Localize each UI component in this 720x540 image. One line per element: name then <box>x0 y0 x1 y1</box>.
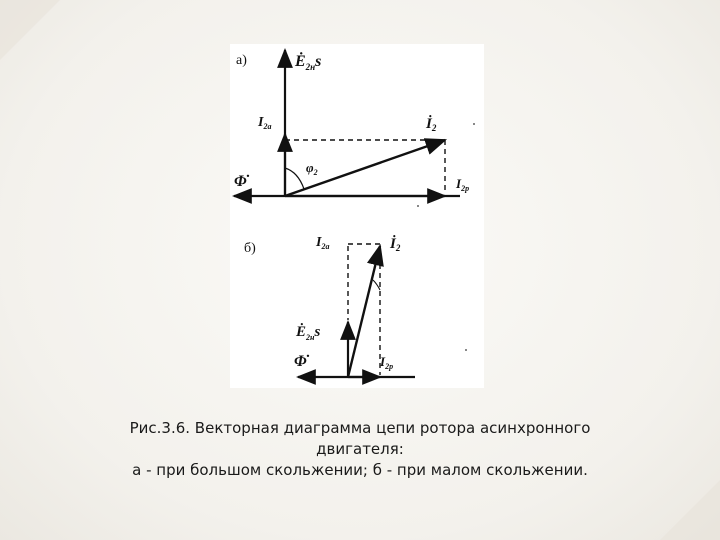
panel-a-i2p-label: $I_{2р}$ <box>456 176 470 193</box>
panel-b-i2a-label: $I_{2а}$ <box>316 235 330 251</box>
scan-speck <box>465 349 467 351</box>
caption-line-1: Рис.3.6. Векторная диаграмма цепи ротора асинхронного <box>129 419 591 437</box>
panel-a-phi2-arc <box>285 168 304 189</box>
panel-b-i2-label: $İ_2$ <box>390 236 401 253</box>
panel-b-phi2-arc <box>373 280 380 290</box>
panel-b-e2ns-label: $Ė_{2н}s$ <box>296 324 321 342</box>
corner-decoration-bottom-right <box>660 480 720 540</box>
panel-b-flux-label: Φ̇ <box>294 353 307 370</box>
panel-a-phi2-label: $\varphi_2$ <box>306 160 318 177</box>
panel-a-e2ns-label: $Ė_{2н}s$ <box>295 53 322 72</box>
panel-b-tag: б) <box>244 241 256 256</box>
panel-a-tag: а) <box>236 53 247 68</box>
scan-speck <box>473 123 475 125</box>
corner-decoration-top-left <box>0 0 60 60</box>
figure-caption <box>100 418 620 481</box>
vector-diagram-figure <box>230 44 484 388</box>
panel-b-i2p-label: $I_{2р}$ <box>380 354 394 371</box>
caption-line-3: а - при большом скольжении; б - при малом скольжении. <box>132 461 588 479</box>
panel-b-i2-vector <box>348 246 380 377</box>
panel-a-flux-label: Φ̇ <box>234 173 247 190</box>
scan-speck <box>417 205 419 207</box>
panel-a-i2a-label: $I_{2а}$ <box>258 115 272 131</box>
vector-diagram-svg <box>230 44 484 388</box>
panel-a-i2-label: $İ_2$ <box>426 116 437 133</box>
caption-line-2: двигателя: <box>316 440 404 458</box>
